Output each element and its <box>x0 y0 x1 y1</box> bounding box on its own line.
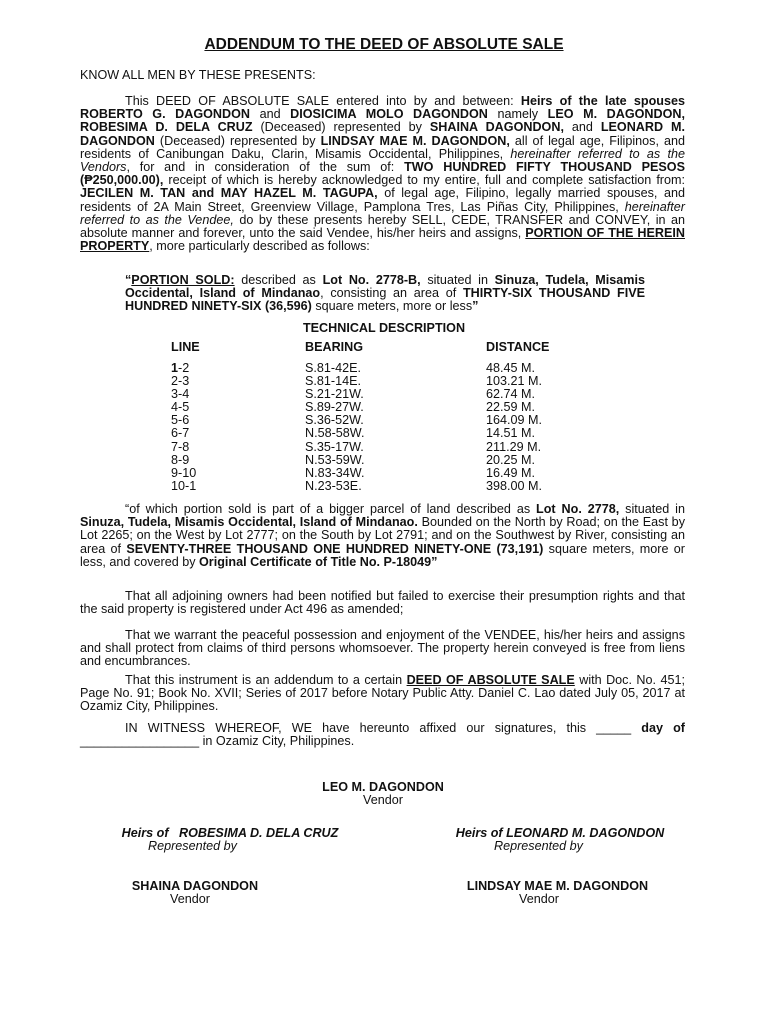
quote-mark: “ <box>125 273 132 287</box>
location: Sinuza, Tudela, Misamis Occidental, Island of Mindanao. <box>80 515 418 530</box>
text: , for and in consideration of the sum of: <box>126 160 405 175</box>
column-header-distance: DISTANCE <box>486 340 550 354</box>
quote-mark: ” <box>472 299 479 314</box>
line-label: 4-5 <box>171 400 190 415</box>
text: This DEED OF ABSOLUTE SALE entered into by and between: <box>125 94 521 108</box>
line-label: 9-10 <box>171 465 197 480</box>
paragraph-parties <box>80 95 685 253</box>
vendor-names: LEO M. DAGONDON, ROBESIMA D. DELA CRUZ <box>80 107 685 135</box>
bearing-cell: N.23-53E. <box>305 478 362 493</box>
intro-line: KNOW ALL MEN BY THESE PRESENTS: <box>80 68 316 82</box>
bearing-cell: S.89-27W. <box>305 400 364 415</box>
text: Bounded on the North by Road; on the East by Lot 2265; on the West by Lot 2777; on the South by Lot 2791; and on the Southwest by River, consisting an area of <box>80 515 685 556</box>
lot-number: Lot No. 2778, <box>536 502 620 516</box>
text: namely <box>487 107 548 122</box>
bearing-cell: S.81-14E. <box>305 374 362 389</box>
line-label: 5-6 <box>171 413 190 428</box>
bearing-cell: S.35-17W. <box>305 439 364 454</box>
text: IN WITNESS WHEREOF, WE have hereunto affixed our signatures, this _____ <box>125 721 642 735</box>
location: Sinuza, Tudela, Misamis Occidental, Island of Mindanao <box>125 273 645 301</box>
bearing-cell: N.58-58W. <box>305 426 365 441</box>
column-header-bearing: BEARING <box>305 340 364 354</box>
signature-block-leo <box>268 781 498 807</box>
line-label: -2 <box>178 361 190 375</box>
bearing-cell: S.36-52W. <box>305 413 364 428</box>
text: (Deceased) represented by <box>154 133 321 148</box>
text: square meters, more or less <box>311 299 473 314</box>
line-label: 10-1 <box>171 478 197 493</box>
text: and <box>250 107 291 122</box>
line-label: 2-3 <box>171 374 190 389</box>
text: described as <box>234 273 323 287</box>
signatory-role: Vendor <box>519 892 559 906</box>
text: receipt of which is hereby acknowledged to my entire, full and complete satisfaction from: <box>163 173 685 188</box>
text: of legal age, Filipino, legally married spouses, and residents of 2A Main Street, Greenview Village, Pamplona Tres, Las Piñas City, Philippines, <box>80 186 685 214</box>
distance-cell: 103.21 M. <box>486 374 543 389</box>
text: “of which portion sold is part of a bigger parcel of land described as <box>125 502 537 516</box>
document-title: ADDENDUM TO THE DEED OF ABSOLUTE SALE <box>204 36 564 53</box>
distance-cell: 398.00 M. <box>486 478 543 493</box>
signatory-name: SHAINA DAGONDON <box>131 879 259 893</box>
line-cell <box>171 480 196 493</box>
signatory-role: Vendor <box>363 793 403 807</box>
line-label: 8-9 <box>171 452 190 467</box>
line-label: 6-7 <box>171 426 190 441</box>
heirs-leonard-block <box>430 827 690 853</box>
property-portion: PORTION OF THE HEREIN PROPERTY <box>80 226 685 254</box>
distance-cell: 62.74 M. <box>486 387 536 402</box>
distance-cell: 22.59 M. <box>486 400 536 415</box>
addendum-paragraph <box>80 674 685 714</box>
line-label: 7-8 <box>171 439 190 454</box>
line-label: 3-4 <box>171 387 190 402</box>
text: , more particularly described as follows: <box>149 239 370 254</box>
portion-sold-paragraph <box>125 274 645 314</box>
bearing-cell: N.53-59W. <box>305 452 365 467</box>
column-header-line: LINE <box>171 340 200 354</box>
signatory-role: Vendor <box>170 892 210 906</box>
represented-by-label: Represented by <box>494 839 583 853</box>
text: (Deceased) represented by <box>252 120 430 135</box>
text: square meters, more or less, and covered by <box>80 541 685 569</box>
parcel-paragraph <box>80 503 685 569</box>
bearing-cell: N.83-34W. <box>305 465 365 480</box>
represented-by-label: Represented by <box>148 839 237 853</box>
signature-block-shaina <box>120 880 270 906</box>
line-start: 1 <box>171 361 179 375</box>
distance-cell: 164.09 M. <box>486 413 543 428</box>
vendee-term: hereinafter referred to as the Vendee, <box>80 199 685 227</box>
area: SEVENTY-THREE THOUSAND ONE HUNDRED NINETY-ONE (73,191) <box>126 541 544 556</box>
distance-cell: 16.49 M. <box>486 465 536 480</box>
lot-number: Lot No. 2778-B, <box>322 273 421 287</box>
consideration-amount: TWO HUNDRED FIFTY THOUSAND PESOS (₱250,000.00), <box>80 160 685 188</box>
distance-cell: 14.51 M. <box>486 426 536 441</box>
vendors-term: hereinafter referred to as the Vendors <box>80 146 685 175</box>
text: _________________ in Ozamiz City, Philippines. <box>80 734 355 749</box>
bearing-cell: S.21-21W. <box>305 387 364 402</box>
warrant-paragraph: That we warrant the peaceful possession and enjoyment of the VENDEE, his/her heirs and assigns and shall protect from claims of third persons whomsoever. The property herein conveyed is free from liens and encumbrances. <box>80 628 685 669</box>
signatory-name: LEO M. DAGONDON <box>322 780 444 794</box>
text: do by these presents hereby SELL, CEDE, TRANSFER and CONVEY, in an absolute manner and forever, unto the said Vendee, his/her heirs and assigns, <box>80 212 686 241</box>
vendor-heirs: Heirs of the late spouses ROBERTO G. DAGONDON <box>80 94 685 122</box>
text: with Doc. No. 451; Page No. 91; Book No. XVII; Series of 2017 before Notary Public Atty. Daniel C. Lao dated July 05, 2017 at Ozamiz City, Philippines. <box>80 673 685 714</box>
vendor-name: DIOSICIMA MOLO DAGONDON <box>290 107 488 122</box>
portion-sold-label: PORTION SOLD: <box>131 273 235 287</box>
distance-cell: 20.25 M. <box>486 452 536 467</box>
heirs-robesima-block <box>100 827 360 853</box>
representative-name: SHAINA DAGONDON, <box>429 120 564 135</box>
text: , consisting an area of <box>320 286 463 301</box>
text: situated in <box>420 273 495 287</box>
text: and <box>563 120 601 135</box>
signatory-name: LINDSAY MAE M. DAGONDON <box>466 879 649 893</box>
heirs-label: Heirs of ROBESIMA D. DELA CRUZ <box>121 826 339 840</box>
title-number: Original Certificate of Title No. P-18049” <box>199 554 438 569</box>
text: situated in <box>619 502 685 516</box>
text: all of legal age, Filipinos, and residents of Canibungan Daku, Clarin, Misamis Occidental, Philippines, <box>80 133 685 161</box>
text: That this instrument is an addendum to a certain <box>125 673 407 687</box>
technical-description-title: TECHNICAL DESCRIPTION <box>302 321 466 335</box>
text: day of <box>641 721 685 735</box>
deed-reference: DEED OF ABSOLUTE SALE <box>406 673 575 687</box>
vendor-name: LEONARD M. DAGONDON <box>80 120 685 148</box>
signature-block-lindsay <box>440 880 675 906</box>
witness-paragraph <box>80 722 685 748</box>
distance-cell: 211.29 M. <box>486 439 542 454</box>
representative-name: LINDSAY MAE M. DAGONDON, <box>320 133 510 148</box>
heirs-label: Heirs of LEONARD M. DAGONDON <box>455 826 665 840</box>
bearing-cell: S.81-42E. <box>305 361 362 375</box>
notified-paragraph: That all adjoining owners had been notified but failed to exercise their presumption rights and that the said property is registered under Act 496 as amended; <box>80 589 685 617</box>
vendee-names: JECILEN M. TAN and MAY HAZEL M. TAGUPA, <box>80 186 378 201</box>
area: THIRTY-SIX THOUSAND FIVE HUNDRED NINETY-SIX (36,596) <box>125 286 646 314</box>
distance-cell: 48.45 M. <box>486 361 536 375</box>
